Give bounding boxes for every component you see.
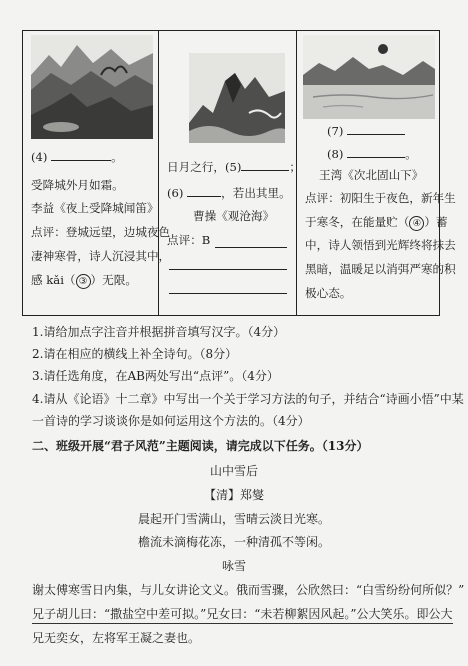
answer-line[interactable] (169, 315, 287, 316)
poem-author: 【清】郑燮 (203, 488, 264, 502)
answer-line[interactable] (169, 293, 287, 294)
comment-line: 黑暗，温暖足以消弭严寒的积 (305, 262, 456, 276)
comment-line: 中，诗人领悟到光辉终将抹去 (305, 238, 456, 252)
comment-line: ）无限。 (90, 273, 137, 287)
essay-line: 谢太傅寒雪日内集，与儿女讲论文义。俄而雪骤，公欣然曰：“白雪纷纷何所似？” (32, 583, 465, 597)
essay-title: 咏雪 (221, 559, 246, 573)
table-column-1 (23, 31, 171, 315)
poem-line: ，若出其里。 (221, 186, 291, 200)
poem-line: 日月之行，(5) (167, 160, 242, 174)
answer-line[interactable] (169, 269, 287, 270)
table-column-2 (159, 31, 302, 315)
answer-line[interactable] (215, 247, 287, 248)
blank-7[interactable] (347, 123, 405, 135)
essay-line: 兄子胡儿曰：“撒盐空中差可拟。”兄女曰：“未若柳絮因风起。”公大笑乐。即公大 (32, 605, 453, 624)
question-1: 1.请给加点字注音并根据拼音填写汉字。（4分） (32, 325, 286, 339)
comment-b-label: 点评：B (167, 233, 211, 247)
blank-4-label: (4) (31, 150, 48, 164)
poem-line: 晨起开门雪满山，雪晴云淡日光寒。 (137, 512, 330, 526)
blank-6-label: (6) (167, 186, 184, 200)
period: 。 (405, 147, 417, 161)
poem-table (22, 30, 456, 316)
comment-line: 点评：登城远望，边城夜色 (31, 225, 171, 239)
semicolon: ； (289, 160, 302, 174)
essay-line: 兄无奕女，左将军王凝之妻也。 (32, 631, 201, 645)
poem-line: 檐流未滴梅花冻，一种清孤不等闲。 (137, 535, 330, 549)
blank-5[interactable] (241, 159, 289, 171)
blank-7-label: (7) (327, 124, 344, 138)
comment-line: 极心态。 (305, 286, 352, 300)
circled-number-4: ④ (409, 216, 424, 231)
blank-4[interactable] (51, 149, 111, 161)
question-3: 3.请任选角度，在AB两处写出“点评”。（4分） (32, 369, 279, 383)
poem-source: 曹操《观沧海》 (193, 209, 275, 223)
blank-8[interactable] (347, 146, 405, 158)
comment-line: 感 kǎi（ (31, 273, 76, 287)
section-2-heading: 二、班级开展“君子风范”主题阅读，请完成以下任务。（13分） (32, 439, 369, 453)
landscape-painting-3 (303, 35, 435, 119)
table-column-3 (297, 31, 456, 315)
landscape-painting-2 (189, 53, 285, 143)
poem-source: 李益《夜上受降城闻笛》 (31, 201, 159, 215)
blank-8-label: (8) (327, 147, 344, 161)
question-2: 2.请在相应的横线上补全诗句。（8分） (32, 347, 238, 361)
poem-title: 山中雪后 (209, 464, 258, 478)
poem-source: 王湾《次北固山下》 (319, 168, 424, 182)
poem-line: 受降城外月如霜。 (31, 178, 124, 192)
landscape-painting-1 (31, 35, 153, 139)
comment-line: 凄神寒骨，诗人沉浸其中， (31, 249, 171, 263)
comment-line: 于寒冬，在能量贮（ (305, 215, 410, 229)
comment-line: 点评：初阳生于夜色，新年生 (305, 191, 456, 205)
comment-line: ）蓄 (424, 215, 448, 229)
blank-6[interactable] (187, 185, 221, 197)
question-4: 4.请从《论语》十二章》中写出一个关于学习方法的句子，并结合“诗画小悟”中某 (32, 392, 464, 406)
question-4-cont: 一首诗的学习谈谈你是如何运用这个方法的。（4分） (32, 414, 310, 428)
circled-number-3: ③ (76, 274, 91, 289)
period: 。 (111, 150, 123, 164)
